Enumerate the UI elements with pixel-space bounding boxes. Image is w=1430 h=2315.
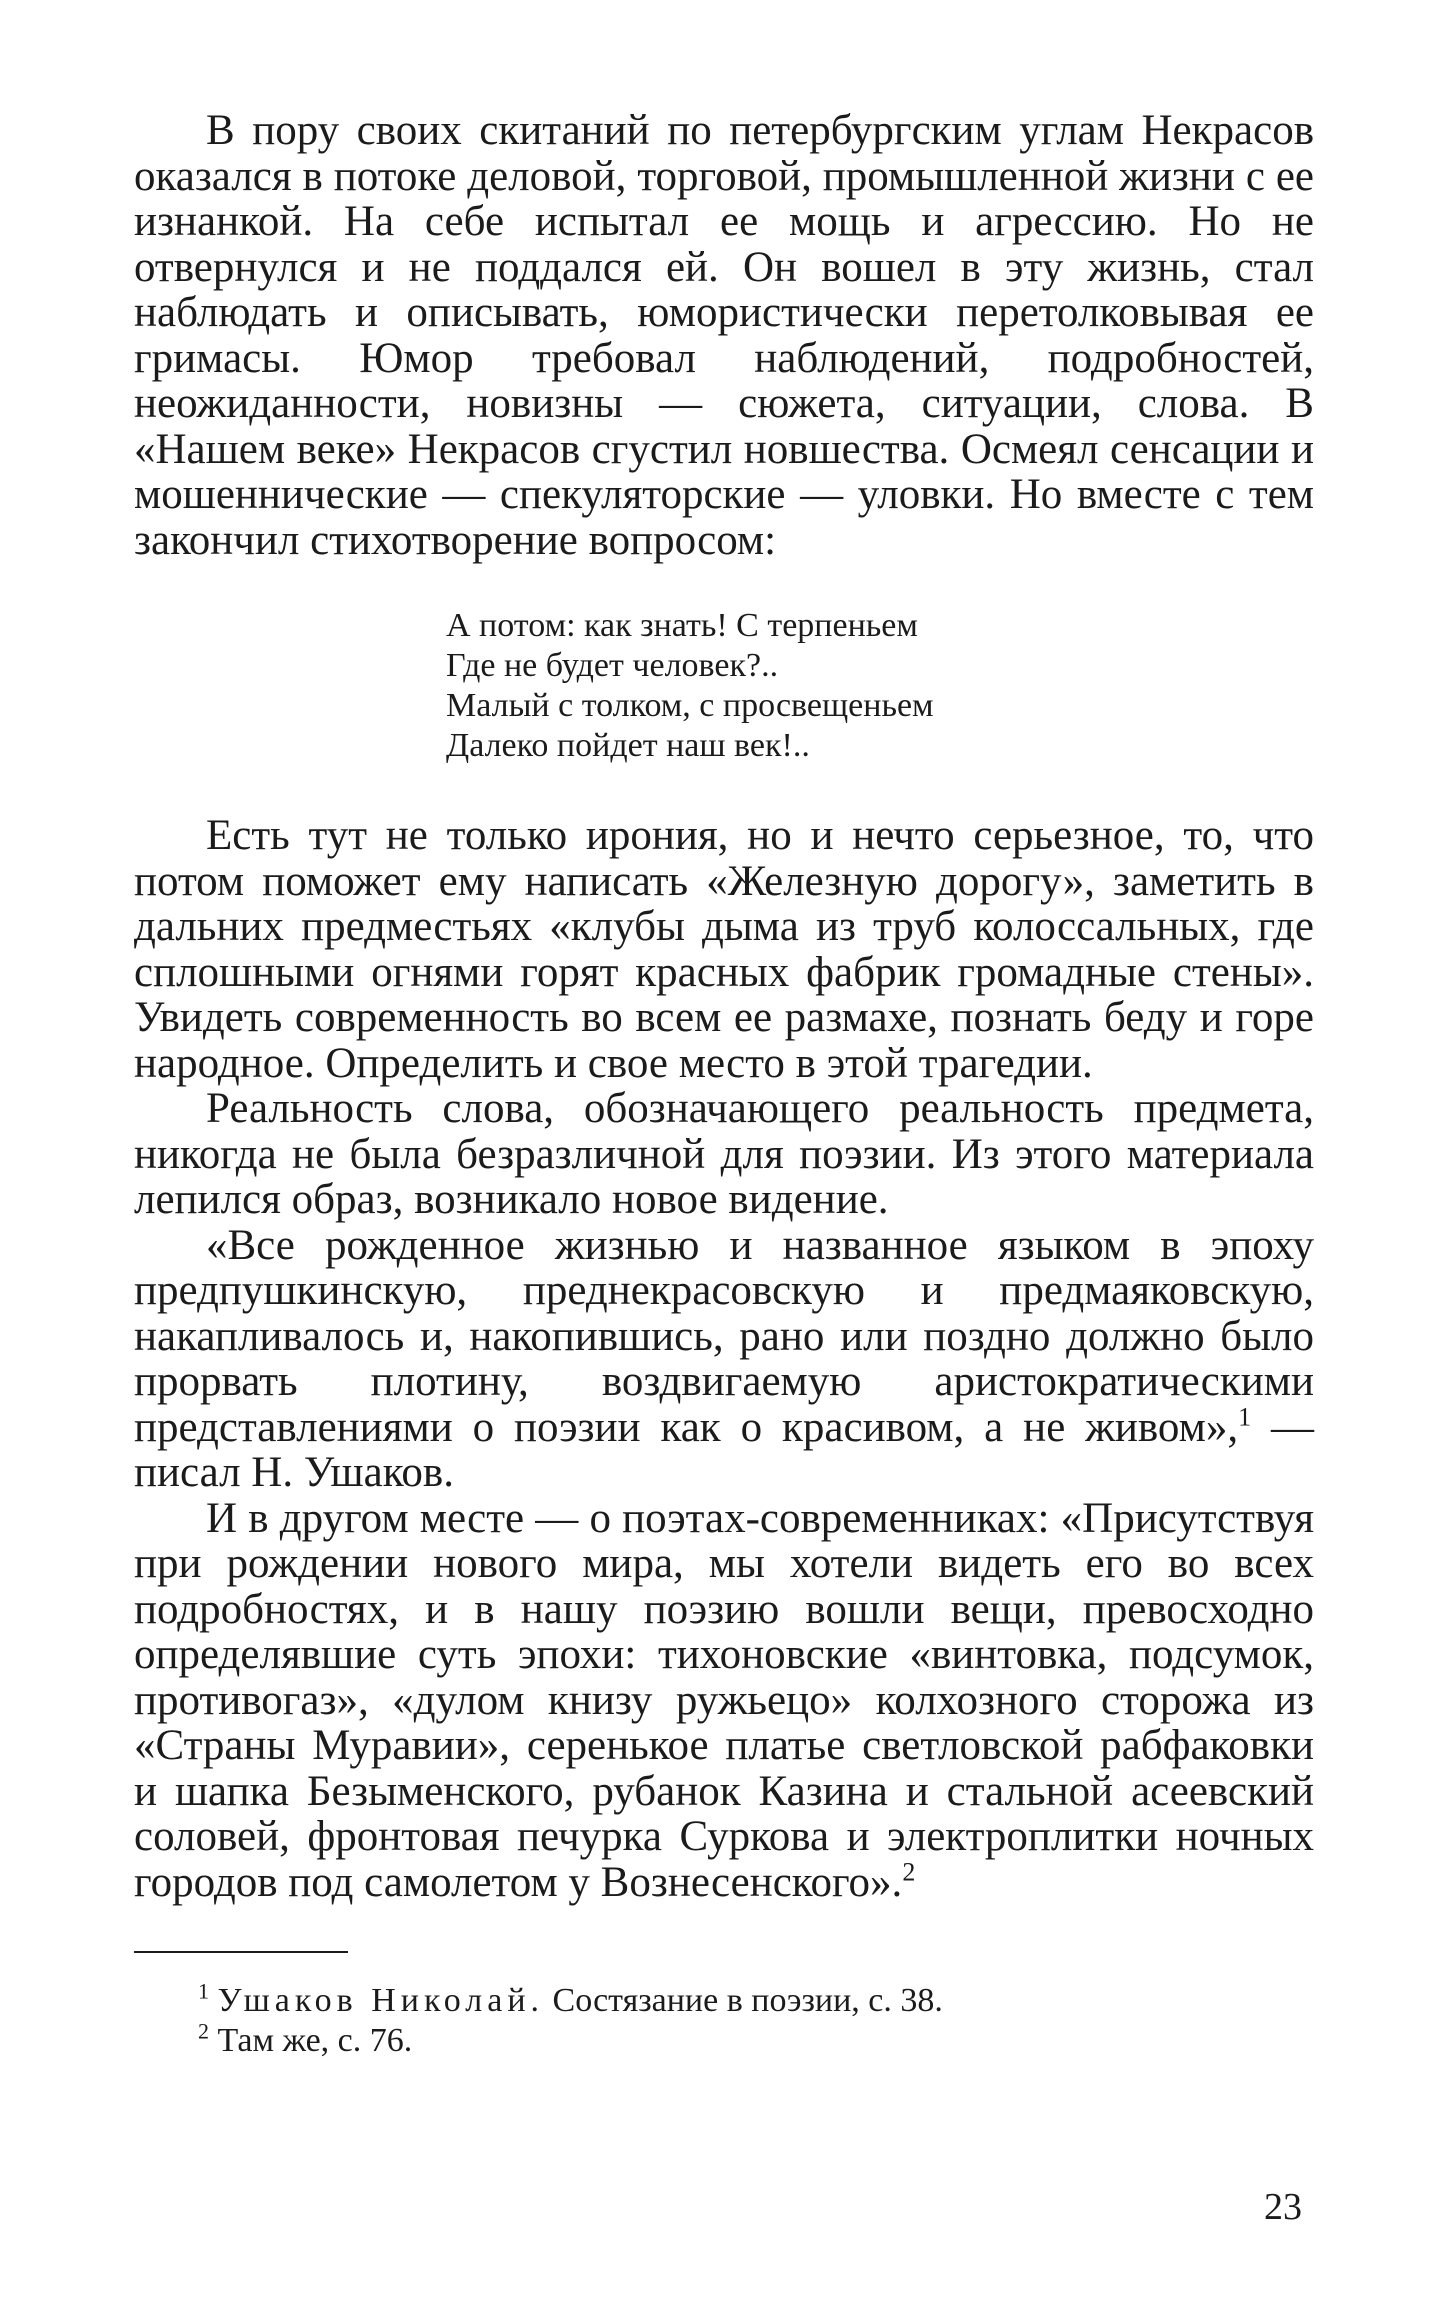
paragraph-3: Реальность слова, обозначающего реальность предмета, никогда не была безразличной для поэзии. Из этого материала лепился образ, возникало новое видение. — [134, 1085, 1314, 1223]
stanza-line: Малый с толком, с просвещеньем — [446, 687, 934, 724]
page-number: 23 — [1264, 2186, 1302, 2228]
footnote-ref-1: 1 — [1238, 1402, 1252, 1432]
paragraph-5 — [134, 1496, 1314, 1906]
footnote-1 — [198, 1978, 1314, 2021]
paragraph-5-text: И в другом месте — о поэтах-современниках: «Присутствуя при рождении нового мира, мы хотели видеть его во всех подробностях, и в нашу поэзию вошли вещи, превосходно определявшие суть эпохи: тихоновские «винтовка, подсумок, противогаз», «дулом книзу ружьецо» колхозного сторожа из «Страны Муравии», серенькое платье светловской рабфаковки и шапка Безыменского, рубанок Казина и стальной асеевский соловей, фронтовая печурка Суркова и электроплитки ночных городов под самолетом у Вознесенского». — [134, 1494, 1314, 1906]
paragraph-1: В пору своих скитаний по петербургским углам Некрасов оказался в потоке деловой, торговой, промышленной жизни с ее изнанкой. На себе испытал ее мощь и агрессию. Но не отвернулся и не поддался ей. Он вошел в эту жизнь, стал наблюдать и описывать, юмористически перетолковывая ее гримасы. Юмор требовал наблюдений, подробностей, неожиданности, новизны — сюжета, ситуации, слова. В «Нашем веке» Некрасов сгустил новшества. Осмеял сенсации и мошеннические — спекуляторские — уловки. Но вместе с тем закончил стихотворение вопросом: — [134, 107, 1314, 564]
stanza-line: А потом: как знать! С терпеньем — [446, 607, 918, 644]
footnote-divider — [134, 1951, 348, 1953]
footnote-2-text: Там же, с. 76. — [217, 2022, 413, 2059]
paragraph-4-text: «Все рожденное жизнью и названное языком в эпоху предпушкинскую, преднекрасовскую и предмаяковскую, накапливалось и, накопившись, рано или поздно должно было прорвать плотину, воздвигаемую аристократическими представлениями о поэзии как о красивом, а не живом», — [134, 1221, 1314, 1451]
poem-stanza — [446, 606, 1314, 766]
page-body — [134, 108, 1314, 2061]
footnote-1-author: Ушаков Николай. — [217, 1982, 545, 2019]
paragraph-4 — [134, 1223, 1314, 1496]
paragraph-2: Есть тут не только ирония, но и нечто серьезное, то, что потом поможет ему написать «Железную дорогу», заметить в дальних предместьях «клубы дыма из труб колоссальных, где сплошными огнями горят красных фабрик громадные стены». Увидеть современность во всем ее размахе, познать беду и горе народное. Определить и свое место в этой трагедии. — [134, 812, 1314, 1087]
footnote-mark-1: 1 — [198, 1978, 209, 2004]
stanza-line: Где не будет человек?.. — [446, 647, 779, 684]
stanza-line: Далеко пойдет наш век!.. — [446, 727, 810, 764]
footnote-mark-2: 2 — [198, 2018, 209, 2044]
footnote-ref-2: 2 — [902, 1857, 916, 1887]
footnote-1-text: Состязание в поэзии, с. 38. — [544, 1982, 943, 2019]
footnote-2 — [198, 2018, 1314, 2061]
paragraph-4-tail: — писал Н. Ушаков. — [134, 1403, 1314, 1496]
